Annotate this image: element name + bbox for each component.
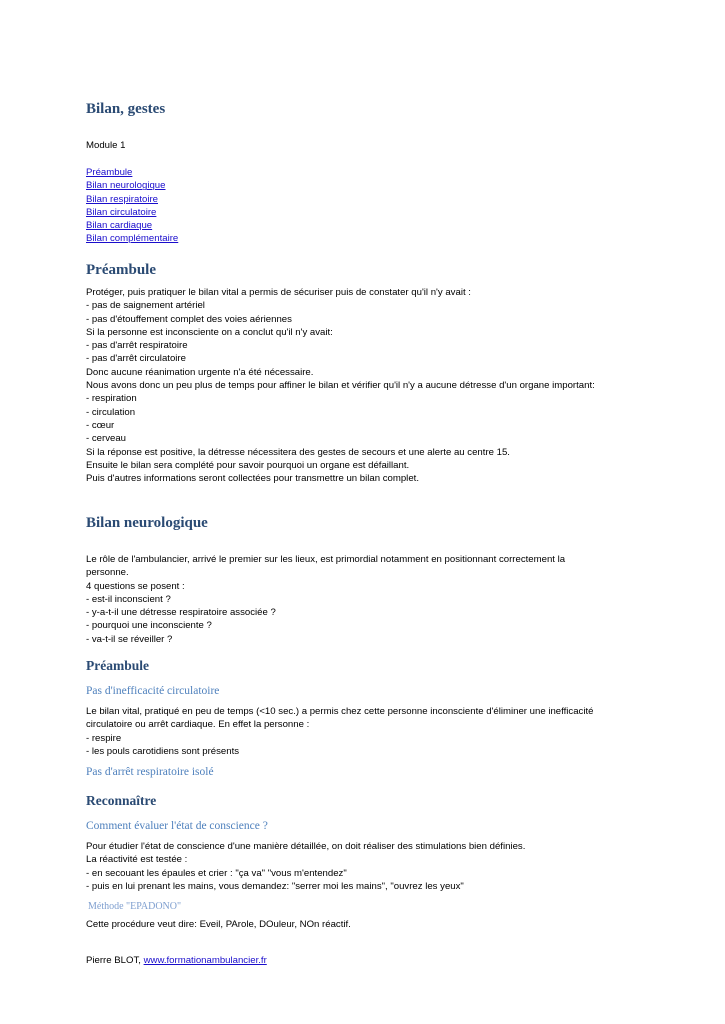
list-item: - les pouls carotidiens sont présents bbox=[86, 745, 240, 757]
subheading-pas-arret-respiratoire: Pas d'arrêt respiratoire isolé bbox=[86, 766, 214, 778]
paragraph-line: Pour étudier l'état de conscience d'une manière détaillée, on doit réaliser des stimulations bien définies. bbox=[86, 841, 526, 852]
toc-link-preambule[interactable]: Préambule bbox=[86, 167, 133, 178]
toc-link-bilan-neurologique[interactable]: Bilan neurologique bbox=[86, 180, 166, 192]
list-item: - y-a-t-il une détresse respiratoire associée ? bbox=[86, 607, 276, 619]
paragraph-line: Si la réponse est positive, la détresse nécessitera des gestes de secours et une alerte au centre 15. bbox=[86, 446, 510, 458]
list-item: - pas d'étouffement complet des voies aériennes bbox=[86, 313, 292, 325]
paragraph-line: Si la personne est inconsciente on a conclut qu'il n'y avait: bbox=[86, 326, 333, 338]
paragraph-line: personne. bbox=[86, 567, 129, 579]
toc-link-bilan-circulatoire[interactable]: Bilan circulatoire bbox=[86, 206, 157, 218]
toc-link-bilan-complementaire[interactable]: Bilan complémentaire bbox=[86, 233, 179, 245]
list-item: - pourquoi une inconsciente ? bbox=[86, 620, 212, 632]
reconnaitre-text bbox=[86, 840, 646, 893]
paragraph-line: Donc aucune réanimation urgente n'a été nécessaire. bbox=[86, 366, 314, 378]
footer bbox=[86, 954, 267, 967]
list-item: - en secouant les épaules et crier : "ça va" "vous m'entendez" bbox=[86, 867, 347, 879]
section-heading-preambule: Préambule bbox=[86, 262, 156, 278]
document-title: Bilan, gestes bbox=[86, 101, 166, 117]
list-item: - est-il inconscient ? bbox=[86, 593, 171, 605]
footer-author: Pierre BLOT, bbox=[86, 955, 144, 966]
subheading-evaluer-conscience: Comment évaluer l'état de conscience ? bbox=[86, 820, 268, 832]
paragraph-line: Le rôle de l'ambulancier, arrivé le premier sur les lieux, est primordial notamment en positionnant correctement la bbox=[86, 554, 566, 565]
paragraph-line: Ensuite le bilan sera complété pour savoir pourquoi un organe est défaillant. bbox=[86, 459, 410, 471]
preambule-detail-text bbox=[86, 705, 646, 758]
bilan-neurologique-text bbox=[86, 553, 646, 646]
module-label: Module 1 bbox=[86, 140, 126, 151]
paragraph-line: 4 questions se posent : bbox=[86, 580, 185, 592]
list-item: - circulation bbox=[86, 406, 136, 418]
paragraph-line: La réactivité est testée : bbox=[86, 854, 188, 866]
subheading-pas-inefficacite: Pas d'inefficacité circulatoire bbox=[86, 685, 220, 697]
paragraph-line: Protéger, puis pratiquer le bilan vital a permis de sécuriser puis de constater qu'il n'y avait : bbox=[86, 287, 471, 298]
toc-link-bilan-cardiaque[interactable]: Bilan cardiaque bbox=[86, 220, 153, 232]
list-item: - pas de saignement artériel bbox=[86, 300, 205, 312]
preambule-text bbox=[86, 286, 646, 485]
paragraph-line: circulatoire ou arrêt cardiaque. En effet la personne : bbox=[86, 719, 310, 731]
subsection-heading-preambule: Préambule bbox=[86, 658, 149, 673]
list-item: - respiration bbox=[86, 393, 137, 405]
subsection-heading-reconnaitre: Reconnaître bbox=[86, 793, 157, 808]
footer-website-link[interactable]: www.formationambulancier.fr bbox=[143, 955, 267, 966]
list-item: - puis en lui prenant les mains, vous demandez: "serrer moi les mains", "ouvrez les yeux" bbox=[86, 880, 464, 892]
list-item: - cœur bbox=[86, 419, 115, 431]
paragraph-line: Nous avons donc un peu plus de temps pour affiner le bilan et vérifier qu'il n'y a aucune détresse d'un organe important: bbox=[86, 380, 595, 392]
toc-link-bilan-respiratoire[interactable]: Bilan respiratoire bbox=[86, 193, 158, 205]
list-item: - pas d'arrêt circulatoire bbox=[86, 353, 186, 365]
list-item: - cerveau bbox=[86, 433, 126, 445]
list-item: - respire bbox=[86, 732, 122, 744]
paragraph-line: Puis d'autres informations seront collectées pour transmettre un bilan complet. bbox=[86, 473, 419, 485]
subheading-methode-epadono: Méthode "EPADONO" bbox=[88, 901, 182, 912]
list-item: - va-t-il se réveiller ? bbox=[86, 633, 173, 645]
table-of-contents bbox=[86, 166, 646, 246]
procedure-text: Cette procédure veut dire: Eveil, PArole, DOuleur, NOn réactif. bbox=[86, 919, 351, 930]
list-item: - pas d'arrêt respiratoire bbox=[86, 340, 188, 352]
section-heading-bilan-neurologique: Bilan neurologique bbox=[86, 515, 208, 531]
paragraph-line: Le bilan vital, pratiqué en peu de temps (<10 sec.) a permis chez cette personne inconsciente d'éliminer une inefficacité bbox=[86, 706, 594, 717]
